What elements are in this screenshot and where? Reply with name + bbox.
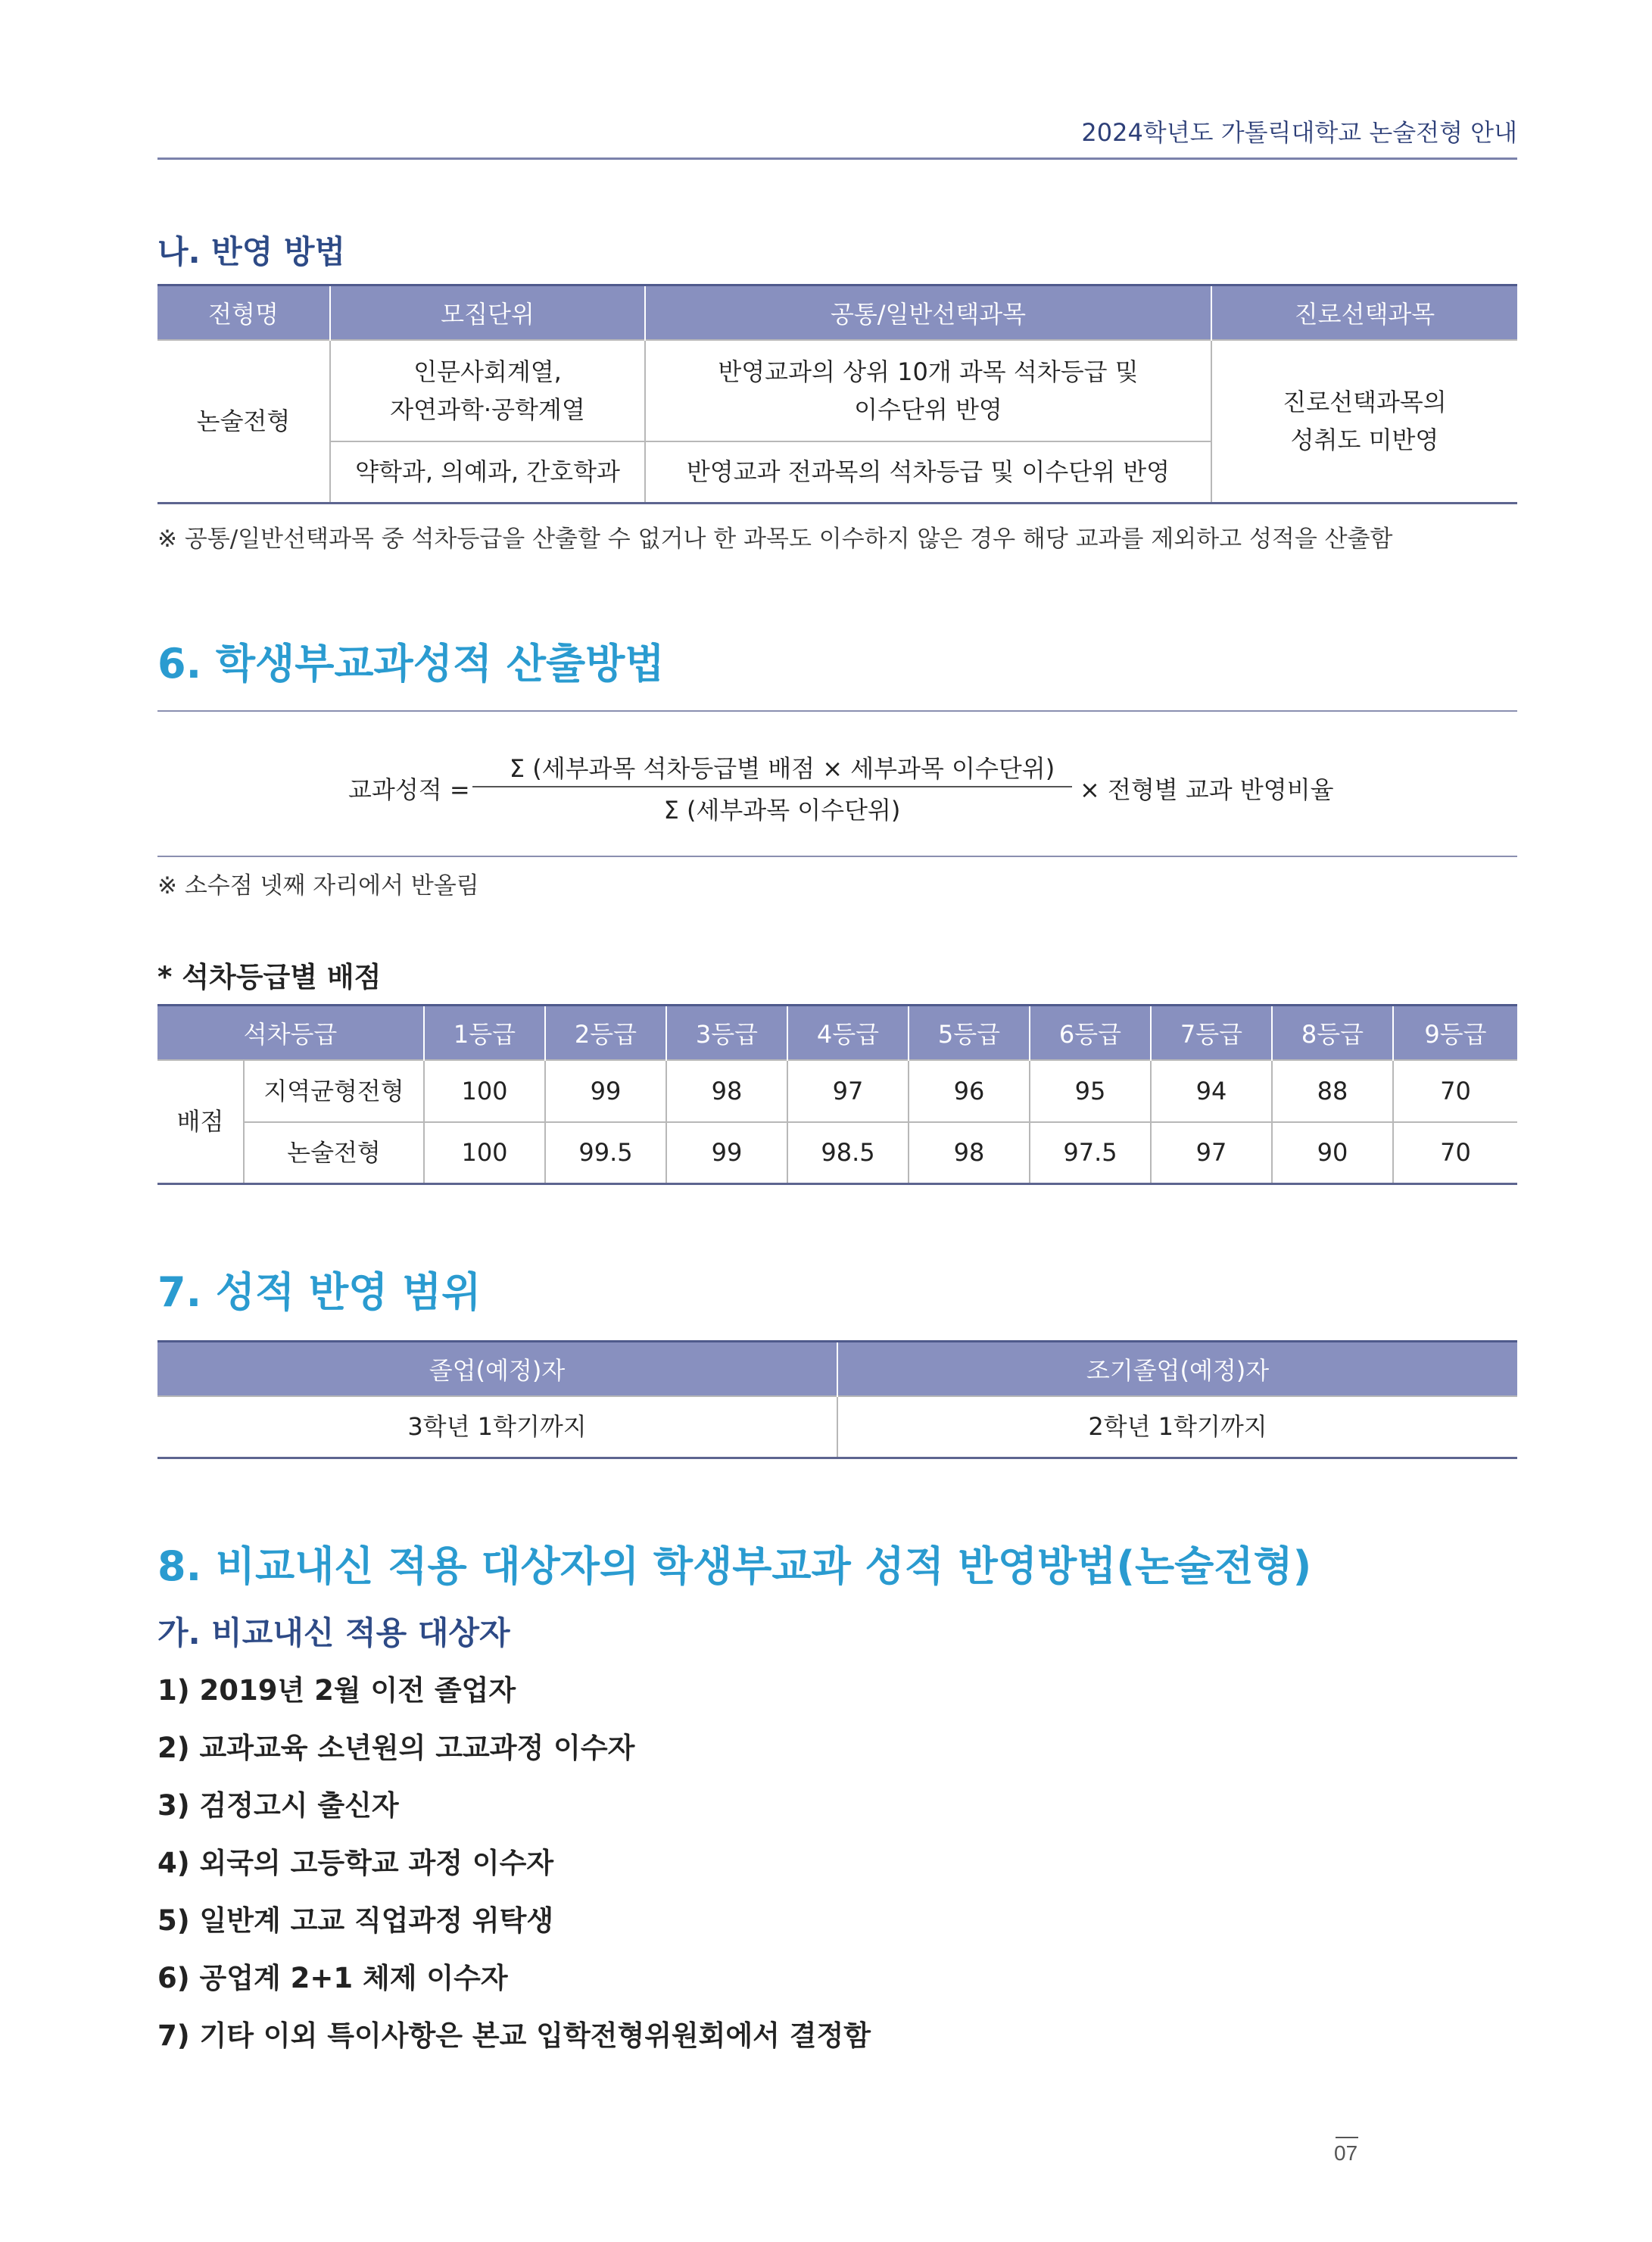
header-grade: 석차등급 <box>157 1006 424 1060</box>
list-item: 3) 검정고시 출신자 <box>157 1789 399 1822</box>
formula-right: × 전형별 교과 반영비율 <box>1080 775 1334 804</box>
header-unit: 모집단위 <box>330 285 645 340</box>
fraction-bar <box>472 786 1072 787</box>
cell-early-graduate-range: 2학년 1학기까지 <box>837 1396 1517 1458</box>
common-1-line2: 이수단위 반영 <box>854 394 1002 424</box>
reflection-method-table <box>157 284 1517 504</box>
formula-denominator: Σ (세부과목 이수단위) <box>663 796 901 825</box>
section8-subtitle: 가. 비교내신 적용 대상자 <box>157 1614 510 1651</box>
header-grade-1: 1등급 <box>424 1006 545 1060</box>
cell-value: 88 <box>1272 1060 1393 1122</box>
cell-row-group: 배점 <box>157 1060 244 1184</box>
cell-value: 99 <box>545 1060 666 1122</box>
header-grade-4: 4등급 <box>787 1006 909 1060</box>
page-number-rule <box>1336 2137 1358 2138</box>
header-common: 공통/일반선택과목 <box>645 285 1211 340</box>
list-item: 5) 일반계 고교 직업과정 위탁생 <box>157 1904 554 1937</box>
cell-type-name <box>157 340 330 504</box>
table-row <box>157 1122 1517 1184</box>
cell-value: 98 <box>909 1122 1030 1184</box>
header-grade-6: 6등급 <box>1030 1006 1151 1060</box>
grade-formula <box>157 710 1517 857</box>
cell-value: 97 <box>1151 1122 1272 1184</box>
formula-numerator: Σ (세부과목 석차등급별 배점 × 세부과목 이수단위) <box>509 754 1055 783</box>
grade-table-title: * 석차등급별 배점 <box>157 961 382 993</box>
cell-graduate-range: 3학년 1학기까지 <box>157 1396 837 1458</box>
cell-value: 99 <box>666 1122 787 1184</box>
page <box>157 0 1517 2242</box>
header-grade-9: 9등급 <box>1393 1006 1517 1060</box>
header-grade-3: 3등급 <box>666 1006 787 1060</box>
cell-row-name: 지역균형전형 <box>244 1060 424 1122</box>
cell-value: 96 <box>909 1060 1030 1122</box>
table-row <box>157 1060 1517 1122</box>
formula-left: 교과성적 = <box>348 775 470 804</box>
cell-career <box>1211 340 1517 504</box>
cell-value: 94 <box>1151 1060 1272 1122</box>
section-na-note: ※ 공통/일반선택과목 중 석차등급을 산출할 수 없거나 한 과목도 이수하지 않은 경우 해당 교과를 제외하고 성적을 산출함 <box>157 525 1393 553</box>
section6-title: 6. 학생부교과성적 산출방법 <box>157 640 665 688</box>
cell-value: 70 <box>1393 1060 1517 1122</box>
cell-value: 90 <box>1272 1122 1393 1184</box>
cell-value: 100 <box>424 1122 545 1184</box>
unit-1-line1: 인문사회계열, <box>413 357 562 386</box>
header-early-graduate: 조기졸업(예정)자 <box>837 1342 1517 1396</box>
section-na-title: 나. 반영 방법 <box>157 233 346 270</box>
cell-value: 99.5 <box>545 1122 666 1184</box>
cell-common-2: 반영교과 전과목의 석차등급 및 이수단위 반영 <box>645 441 1211 504</box>
list-item: 6) 공업계 2+1 체제 이수자 <box>157 1962 508 1994</box>
header-grade-7: 7등급 <box>1151 1006 1272 1060</box>
list-item: 7) 기타 이외 특이사항은 본교 입학전형위원회에서 결정함 <box>157 2019 871 2052</box>
list-item: 2) 교과교육 소년원의 고교과정 이수자 <box>157 1732 635 1764</box>
career-line2: 성취도 미반영 <box>1290 426 1439 455</box>
cell-value: 95 <box>1030 1060 1151 1122</box>
page-header <box>157 104 1517 160</box>
career-line1: 진로선택과목의 <box>1283 388 1447 417</box>
list-item: 4) 외국의 고등학교 과정 이수자 <box>157 1847 554 1879</box>
section6-note: ※ 소수점 넷째 자리에서 반올림 <box>157 872 479 900</box>
cell-value: 70 <box>1393 1122 1517 1184</box>
section7-title: 7. 성적 반영 범위 <box>157 1268 482 1316</box>
header-graduate: 졸업(예정)자 <box>157 1342 837 1396</box>
cell-unit-2: 약학과, 의예과, 간호학과 <box>330 441 645 504</box>
header-career: 진로선택과목 <box>1211 285 1517 340</box>
header-grade-5: 5등급 <box>909 1006 1030 1060</box>
unit-1-line2: 자연과학·공학계열 <box>390 394 585 424</box>
cell-value: 100 <box>424 1060 545 1122</box>
cell-value: 98 <box>666 1060 787 1122</box>
cell-value: 98.5 <box>787 1122 909 1184</box>
cell-unit-1 <box>330 340 645 441</box>
cell-value: 97.5 <box>1030 1122 1151 1184</box>
cell-common-1 <box>645 340 1211 441</box>
common-1-line1: 반영교과의 상위 10개 과목 석차등급 및 <box>718 357 1139 386</box>
header-type: 전형명 <box>157 285 330 340</box>
cell-row-name: 논술전형 <box>244 1122 424 1184</box>
type-name-text: 논술전형 <box>196 407 291 436</box>
grade-range-table <box>157 1340 1517 1459</box>
grade-score-table <box>157 1004 1517 1185</box>
header-grade-2: 2등급 <box>545 1006 666 1060</box>
page-number: 07 <box>1334 2141 1358 2165</box>
section8-title: 8. 비교내신 적용 대상자의 학생부교과 성적 반영방법(논술전형) <box>157 1542 1312 1590</box>
header-grade-8: 8등급 <box>1272 1006 1393 1060</box>
cell-value: 97 <box>787 1060 909 1122</box>
list-item: 1) 2019년 2월 이전 졸업자 <box>157 1674 516 1707</box>
header-title: 2024학년도 가톨릭대학교 논술전형 안내 <box>1081 118 1517 147</box>
